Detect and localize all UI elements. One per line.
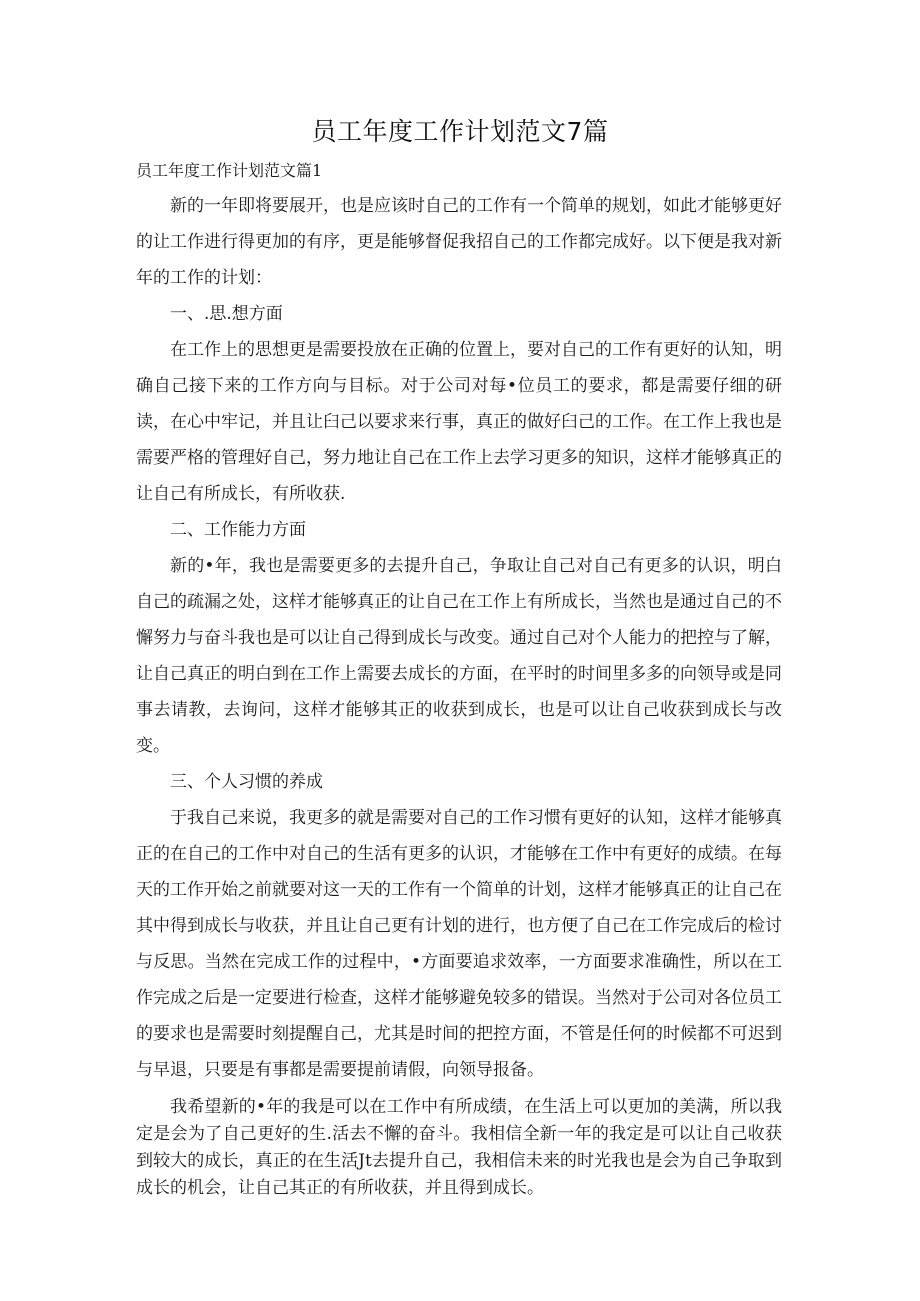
- section-paragraph-thinking: 在工作上的思想更是需要投放在正确的位置上，要对自己的工作有更好的认知，明确自己接下来的工作方向与目标。对于公司对每•位员工的要求，都是需要仔细的研读，在心中牢记，并且让臼己以要求来行事，真正的做好臼己的工作。在工作上我也是需要严格的管理好自己，努力地让自己在工作上去学习更多的知识，这样才能够真正的让自己有所成长，有所收获.: [136, 340, 782, 504]
- document-body: [136, 188, 782, 1202]
- section-heading-habits: 三、个人习惯的养成: [170, 772, 323, 792]
- section-paragraph-ability: 新的•年，我也是需要更多的去提升自己，争取让自己对自己有更多的认识，明白自己的疏漏之处，这样才能够真正的让自己在工作上有所成长，当然也是通过自己的不懈努力与奋斗我也是可以让自己得到成长与改变。通过自己对个人能力的把控与了解，让自己真正的明白到在工作上需要去成长的方面，在平时的时间里多多的向领导或是同事去请教，去询问，这样才能够其正的收获到成长，也是可以让自己收获到成长与改变。: [136, 556, 782, 756]
- document-title: 员工年度工作计划范文7篇: [311, 117, 609, 146]
- intro-paragraph: 新的一年即将要展开，也是应该时自己的工作有一个简单的规划，如此才能够更好的让工作进行得更加的有序，更是能够督促我招自己的工作都完成好。以下便是我对新年的工作的计划：: [136, 196, 782, 288]
- section-heading-thinking: 一、.思.想方面: [170, 304, 283, 324]
- closing-paragraph: 我希望新的•年的我是可以在工作中有所成绩，在生活上可以更加的美满，所以我定是会为了自己更好的生.活去不懈的奋斗。我相信全新一年的我定是可以让自己收获到较大的成长，真正的在生活Jt去提升自己，我相信未来的时光我也是会为自己争取到成长的机会，让自己其正的有所收获，并且得到成长。: [136, 1097, 782, 1198]
- section-paragraph-habits: 于我自己来说，我更多的就是需要对自己的工作习惯有更好的认知，这样才能够真正的在自己的工作中对自己的生活有更多的认识，才能够在工作中有更好的成绩。在每天的工作开始之前就要对这一天的工作有一个简单的计划，这样才能够真正的让自己在其中得到成长与收获，并且让自己更有计划的进行，也方便了自己在工作完成后的检讨与反思。当然在完成工作的过程中，•方面要追求效率，一方面要求准确性，所以在工作完成之后是一定要进行检查，这样才能够避免较多的错误。当然对于公司对各位员工的要求也是需要时刻提醒自己，尤其是时间的把控方面，不管是任何的时候都不可迟到与早退，只要是有事都是需要提前请假，向领导报备。: [136, 808, 782, 1080]
- section-heading-ability: 二、工作能力方面: [170, 520, 306, 540]
- document-subtitle: 员工年度工作计划范文篇1: [136, 161, 323, 180]
